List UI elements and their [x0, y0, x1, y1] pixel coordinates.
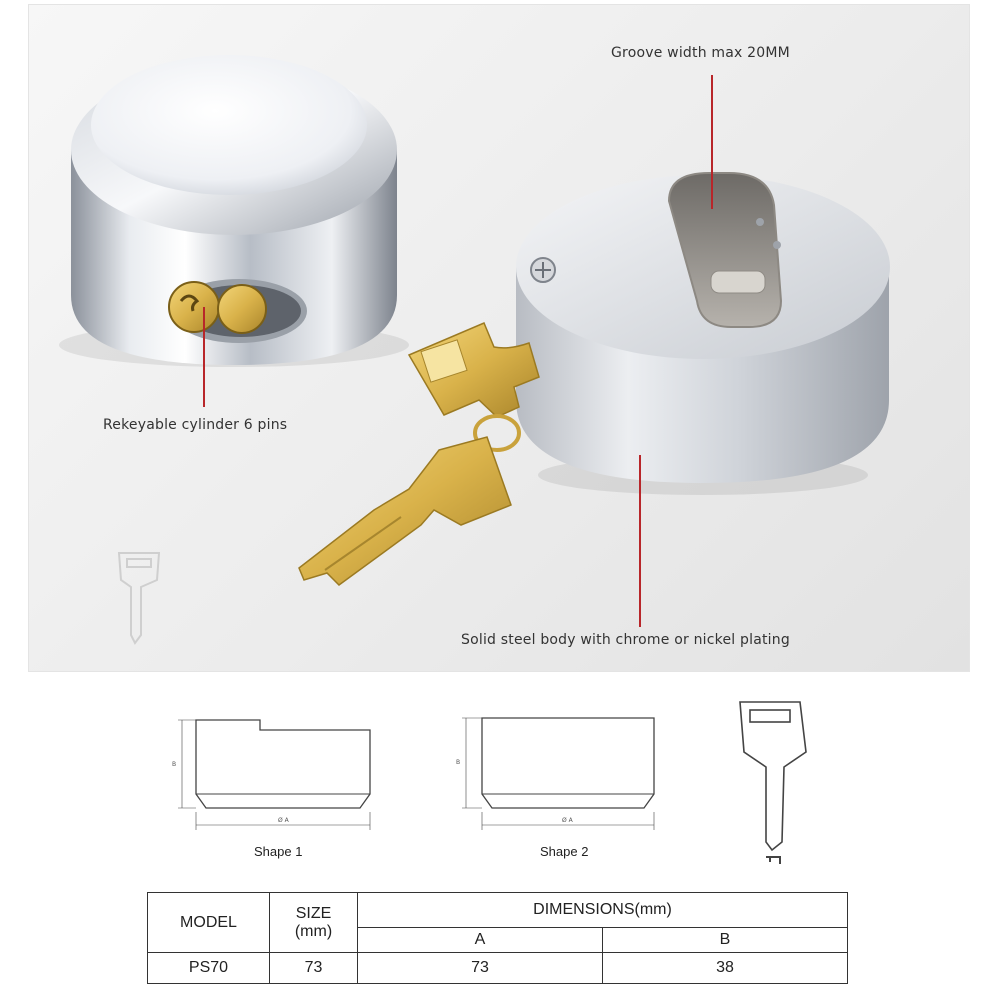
dimensions-table	[147, 892, 848, 984]
cell-size: 73	[270, 953, 358, 984]
header-size	[270, 893, 358, 953]
shape1-dim-a: Ø A	[278, 817, 289, 824]
header-size-label: SIZE	[295, 904, 332, 922]
cylinder-callout: Rekeyable cylinder 6 pins	[103, 417, 288, 433]
product-photo	[28, 4, 970, 672]
shape2-label: Shape 2	[540, 844, 589, 859]
key-outline-icon	[119, 553, 159, 643]
shape1-label: Shape 1	[254, 844, 303, 859]
table-row	[148, 953, 848, 984]
groove-callout: Groove width max 20MM	[611, 45, 790, 61]
right-lock	[516, 173, 890, 495]
header-b: B	[603, 928, 848, 953]
cell-b: 38	[603, 953, 848, 984]
header-dimensions: DIMENSIONS(mm)	[358, 893, 848, 928]
header-a: A	[358, 928, 603, 953]
cell-a: 73	[358, 953, 603, 984]
header-size-unit: (mm)	[294, 922, 333, 940]
header-model: MODEL	[148, 893, 270, 953]
lock-illustration	[29, 5, 970, 672]
shape1-dim-b: B	[172, 761, 177, 768]
shape2-dim-a: Ø A	[562, 817, 573, 824]
shape2-dim-b: B	[456, 759, 461, 766]
left-lock	[59, 55, 409, 367]
cell-model: PS70	[148, 953, 270, 984]
body-callout: Solid steel body with chrome or nickel plating	[461, 632, 790, 648]
